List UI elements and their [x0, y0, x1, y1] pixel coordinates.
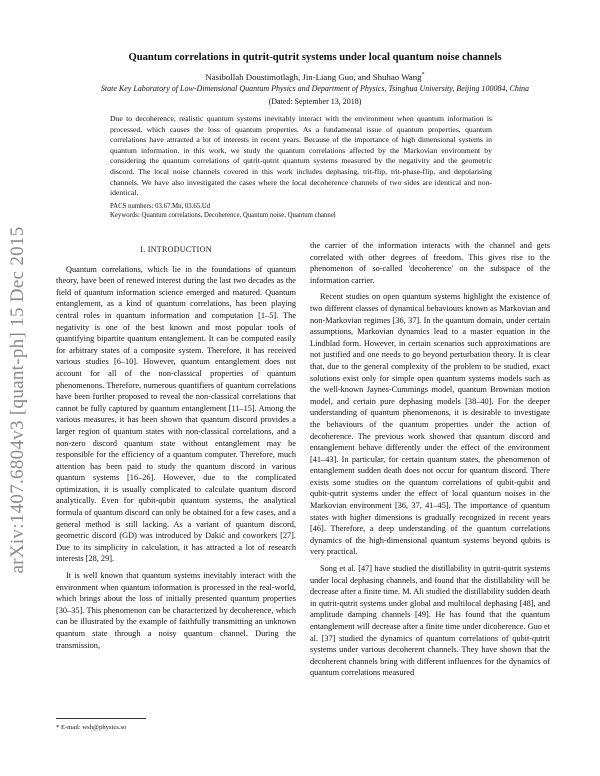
paragraph: Song et al. [47] have studied the distillability in qutrit-qutrit systems under local dephasing channels, and found that the distillability will be decrease after a finite time. M. Ali studied the distillability sudden death in qutrit-qutrit systems under global and multilocal dephasing [48], and amplitude damping channels [49]. He has found that the quantum entanglement will decrease after a finite time under dicoherence. Guo et al. [37] studied the dynamics of quantum correlations of qubit-qutrit systems under various decoherent channels. They have shown that the decoherent channels bring with different influences for the dynamics of quantum correlations measured	[310, 564, 550, 678]
arxiv-id: arXiv:1407.6804v3 [quant-ph] 15 Dec 2015	[7, 226, 28, 574]
paragraph: Quantum correlations, which lie in the foundations of quantum theory, have been of renewed interest during the last two decades as the field of quantum information science emerged and matured. Quantum entanglement, as a kind of quantum correlations, has been playing central roles in quantum information and computation [1–5]. The negativity is one of the best known and most popular tools of quantifying bipartite quantum entanglement. It can be computed easily for arbitrary states of a composite system. Therefore, it has received various studies [6–10]. However, quantum entanglement does not account for all of the non-classical properties of quantum phenomenons. Therefore, numerous quantifiers of quantum correlations have been further proposed to reveal the non-classical correlations that cannot be fully captured by quantum entanglement [11–15]. Among the various measures, it has been shown that quantum discord provides a larger region of quantum states with non-classical correlations, and a non-zero discord quantum state without entanglement may be responsible for the efficiency of a quantum computer. Therefore, much attention has been paid to study the quantum discord in various quantum systems [16–26]. However, due to the complicated optimization, it is usually complicated to calculate quantum discord analytically. Even for qubit-qubit quantum systems, the analytical formula of quantum discord can only be obtained for a few cases, and a general method is still lacking. As a variant of quantum discord, geometric discord (GD) was introduced by Dakić and coworkers [27]. Due to its simplicity in calculation, it has attracted a lot of research interests [28, 29].	[56, 264, 296, 564]
author-mark: *	[421, 72, 425, 79]
paragraph: It is well known that quantum systems inevitably interact with the environment when quantum information is processed in the real-world, which brings about the loss of initially presented quantum properties [30–35]. This phenomenon can be characterized by decoherence, which can be illustrated by the example of faithfully transmitting an unknown quantum state through a noisy quantum channel. During the transmission,	[56, 571, 296, 650]
arxiv-sidebar-stamp	[4, 190, 32, 610]
section-heading: I. INTRODUCTION	[140, 245, 212, 254]
paragraph: the carrier of the information interacts with the channel and gets correlated with other degrees of freedom. This gives rise to the phenomenon of so-called 'decoherence' on the subspace of the information carrier.	[310, 241, 550, 285]
abstract: Due to decoherence, realistic quantum systems inevitably interact with the environment when quantum information is processed, which causes the loss of quantum properties. As a fundamental issue of quantum properties, quantum correlations have attracted a lot of interests in recent years. Because of the importance of high dimensional systems in quantum information, in this work, we study the quantum correlations affected by the Markovian environment by considering the quantum correlations of qutrit-qutrit quantum systems measured by the negativity and the geometric discord. The local noise channels covered in this work includes dephasing, trit-flip, trit-phase-flip, and depolarising channels. We have also investigated the cases where the local decoherence channels of two sides are identical and non-identical.	[110, 114, 492, 198]
footnote-rule	[56, 718, 146, 719]
author-list	[60, 72, 570, 82]
affiliation: State Key Laboratory of Low-Dimensional Quantum Physics and Department of Physics, Tsinghua University, Beijing 100084, China	[100, 84, 530, 93]
left-column	[56, 244, 296, 656]
pacs-block	[110, 202, 336, 221]
keywords: Keywords: Quantum correlations, Decoherence, Quantum noise, Quantum channel	[110, 212, 336, 220]
date-line: (Dated: September 13, 2018)	[268, 97, 362, 106]
authors-text: Nasibollah Doustimotlagh, Jin-Liang Guo, and Shuhao Wang	[205, 72, 422, 82]
footnote: * E-mail: wsh@physics.so	[56, 724, 127, 731]
right-column	[310, 240, 550, 684]
pacs-numbers: PACS numbers: 03.67.Mn, 03.65.Ud	[110, 203, 211, 210]
paragraph: Recent studies on open quantum systems highlight the existence of two different classes of dynamical behaviours known as Markovian and non-Markovian regimes [36, 37]. In the quantum domain, under certain assumptions, Markovian dynamics lead to a master equation in the Lindblad form. However, in certain scenarios such approximations are not justified and one needs to go beyond perturbation theory. It is clear that, due to the general complexity of the problem to be studied, exact solutions exist only for simple open quantum systems models such as the well-known Jaynes-Cummings model, quantum Brownian motion model, and certain pure dephasing models [38–40]. For the deeper understanding of quantum phenomenons, it is desirable to investigate the behaviours of the quantum properties under the action of decoherence. The previous work showed that quantum discord and entanglement behave differently under the effect of the environment [41–43]. In particular, for certain quantum states, the phenomenon of entanglement sudden death does not occur for quantum discord. There exists some studies on the quantum correlations of qubit-qubit and qubit-qutrit systems under the effect of local quantum noises in the Markovian environment [36, 37, 41–45]. The importance of quantum states with higher dimensions is gradually recognized in recent years [46]. Therefore, a deep understanding of the quantum correlations dynamics of the high-dimensional quantum systems beyond qubits is very practical.	[310, 292, 550, 557]
paper-title: Quantum correlations in qutrit-qutrit systems under local quantum noise channels	[128, 52, 502, 63]
